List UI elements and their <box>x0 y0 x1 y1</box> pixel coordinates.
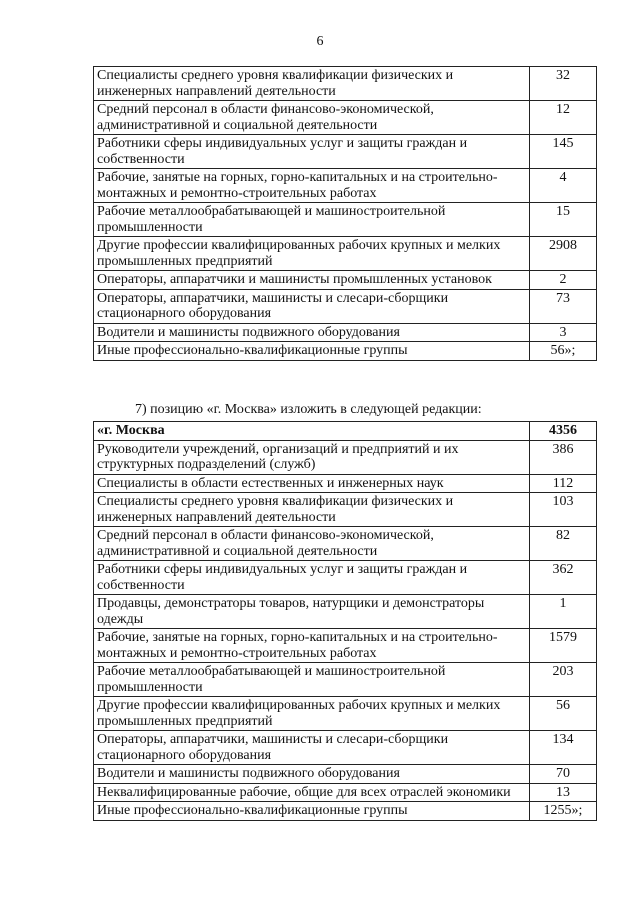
occupation-label-cell: Средний персонал в области финансово-экономической, административной и социальной деятельности <box>94 101 530 135</box>
occupation-label-cell: Специалисты среднего уровня квалификации физических и инженерных направлений деятельности <box>94 493 530 527</box>
table-row <box>94 323 597 342</box>
table-header-row <box>94 422 597 441</box>
count-cell: 3 <box>530 323 597 342</box>
instruction-paragraph: 7) позицию «г. Москва» изложить в следующей редакции: <box>135 402 482 417</box>
count-cell: 70 <box>530 765 597 784</box>
count-cell: 4 <box>530 169 597 203</box>
count-cell: 134 <box>530 731 597 765</box>
table-row <box>94 595 597 629</box>
count-cell: 13 <box>530 783 597 802</box>
occupation-table-continued <box>93 66 597 361</box>
occupation-label-cell: Водители и машинисты подвижного оборудования <box>94 765 530 784</box>
count-cell: 362 <box>530 561 597 595</box>
count-cell: 15 <box>530 203 597 237</box>
moscow-occupation-table <box>93 421 597 821</box>
table-row <box>94 135 597 169</box>
count-cell: 82 <box>530 527 597 561</box>
region-name-cell: «г. Москва <box>94 422 530 441</box>
occupation-label-cell: Специалисты среднего уровня квалификации физических и инженерных направлений деятельности <box>94 67 530 101</box>
count-cell: 12 <box>530 101 597 135</box>
occupation-label-cell: Продавцы, демонстраторы товаров, натурщики и демонстраторы одежды <box>94 595 530 629</box>
table-row <box>94 802 597 821</box>
occupation-label-cell: Операторы, аппаратчики и машинисты промышленных установок <box>94 271 530 290</box>
table-row <box>94 440 597 474</box>
table-row <box>94 237 597 271</box>
count-cell: 32 <box>530 67 597 101</box>
occupation-label-cell: Операторы, аппаратчики, машинисты и слесари-сборщики стационарного оборудования <box>94 731 530 765</box>
occupation-label-cell: Иные профессионально-квалификационные группы <box>94 342 530 361</box>
table-row <box>94 474 597 493</box>
occupation-label-cell: Другие профессии квалифицированных рабочих крупных и мелких промышленных предприятий <box>94 697 530 731</box>
occupation-label-cell: Рабочие, занятые на горных, горно-капитальных и на строительно-монтажных и ремонтно-строительных работах <box>94 169 530 203</box>
table-row <box>94 663 597 697</box>
table-row <box>94 271 597 290</box>
occupation-label-cell: Рабочие металлообрабатывающей и машиностроительной промышленности <box>94 663 530 697</box>
count-cell: 386 <box>530 440 597 474</box>
occupation-label-cell: Руководители учреждений, организаций и предприятий и их структурных подразделений (служб) <box>94 440 530 474</box>
table-row <box>94 561 597 595</box>
occupation-label-cell: Другие профессии квалифицированных рабочих крупных и мелких промышленных предприятий <box>94 237 530 271</box>
count-cell: 112 <box>530 474 597 493</box>
occupation-label-cell: Работники сферы индивидуальных услуг и защиты граждан и собственности <box>94 561 530 595</box>
table-row <box>94 697 597 731</box>
count-cell: 103 <box>530 493 597 527</box>
count-cell: 73 <box>530 289 597 323</box>
count-cell: 1255»; <box>530 802 597 821</box>
table-row <box>94 342 597 361</box>
occupation-label-cell: Рабочие, занятые на горных, горно-капитальных и на строительно-монтажных и ремонтно-строительных работах <box>94 629 530 663</box>
table-row <box>94 629 597 663</box>
table-row <box>94 203 597 237</box>
count-cell: 145 <box>530 135 597 169</box>
table-row <box>94 731 597 765</box>
occupation-label-cell: Работники сферы индивидуальных услуг и защиты граждан и собственности <box>94 135 530 169</box>
table-row <box>94 783 597 802</box>
table-row <box>94 101 597 135</box>
table-row <box>94 289 597 323</box>
occupation-label-cell: Операторы, аппаратчики, машинисты и слесари-сборщики стационарного оборудования <box>94 289 530 323</box>
count-cell: 2 <box>530 271 597 290</box>
count-cell: 2908 <box>530 237 597 271</box>
occupation-label-cell: Специалисты в области естественных и инженерных наук <box>94 474 530 493</box>
table1-body <box>94 67 597 361</box>
region-total-cell: 4356 <box>530 422 597 441</box>
table-row <box>94 493 597 527</box>
occupation-label-cell: Неквалифицированные рабочие, общие для всех отраслей экономики <box>94 783 530 802</box>
count-cell: 203 <box>530 663 597 697</box>
table-row <box>94 169 597 203</box>
count-cell: 1579 <box>530 629 597 663</box>
occupation-label-cell: Водители и машинисты подвижного оборудования <box>94 323 530 342</box>
table2-body <box>94 422 597 821</box>
table-row <box>94 527 597 561</box>
table-row <box>94 67 597 101</box>
count-cell: 56 <box>530 697 597 731</box>
occupation-label-cell: Средний персонал в области финансово-экономической, административной и социальной деятельности <box>94 527 530 561</box>
count-cell: 1 <box>530 595 597 629</box>
occupation-label-cell: Рабочие металлообрабатывающей и машиностроительной промышленности <box>94 203 530 237</box>
page-number: 6 <box>316 34 324 49</box>
occupation-label-cell: Иные профессионально-квалификационные группы <box>94 802 530 821</box>
table-row <box>94 765 597 784</box>
count-cell: 56»; <box>530 342 597 361</box>
